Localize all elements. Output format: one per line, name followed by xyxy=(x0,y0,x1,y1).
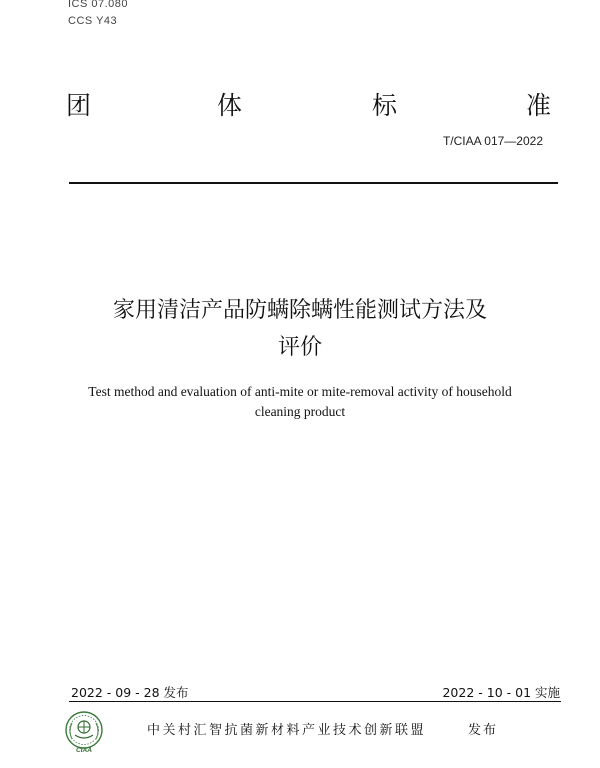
standard-type-char-2: 体 xyxy=(217,91,243,120)
standard-type-char-1: 团 xyxy=(66,91,92,120)
header-divider xyxy=(69,182,558,184)
ics-code: ICS 07.080 xyxy=(68,0,129,10)
footer-divider xyxy=(69,701,561,702)
issuing-organization: 中关村汇智抗菌新材料产业技术创新联盟 xyxy=(147,723,427,738)
ciaa-logo-icon xyxy=(64,709,104,755)
title-en-line-2: cleaning product xyxy=(254,404,346,419)
standard-type-char-3: 标 xyxy=(372,91,398,120)
logo-text: CIAA xyxy=(76,747,92,754)
publish-date: 2022 - 09 - 28 发布 xyxy=(71,685,189,700)
document-title-en xyxy=(0,382,600,422)
standard-type-char-4: 准 xyxy=(526,91,552,120)
ccs-code: CCS Y43 xyxy=(68,15,118,27)
implement-date: 2022 - 10 - 01 实施 xyxy=(442,685,560,700)
title-en-line-1: Test method and evaluation of anti-mite or mite-removal activity of household xyxy=(88,384,512,399)
title-zh-line-2: 评价 xyxy=(277,335,322,360)
standard-code: T/CIAA 017—2022 xyxy=(442,134,543,148)
title-zh-line-1: 家用清洁产品防螨除螨性能测试方法及 xyxy=(112,298,487,323)
issuing-action: 发布 xyxy=(468,723,499,738)
document-title-zh xyxy=(0,292,600,366)
